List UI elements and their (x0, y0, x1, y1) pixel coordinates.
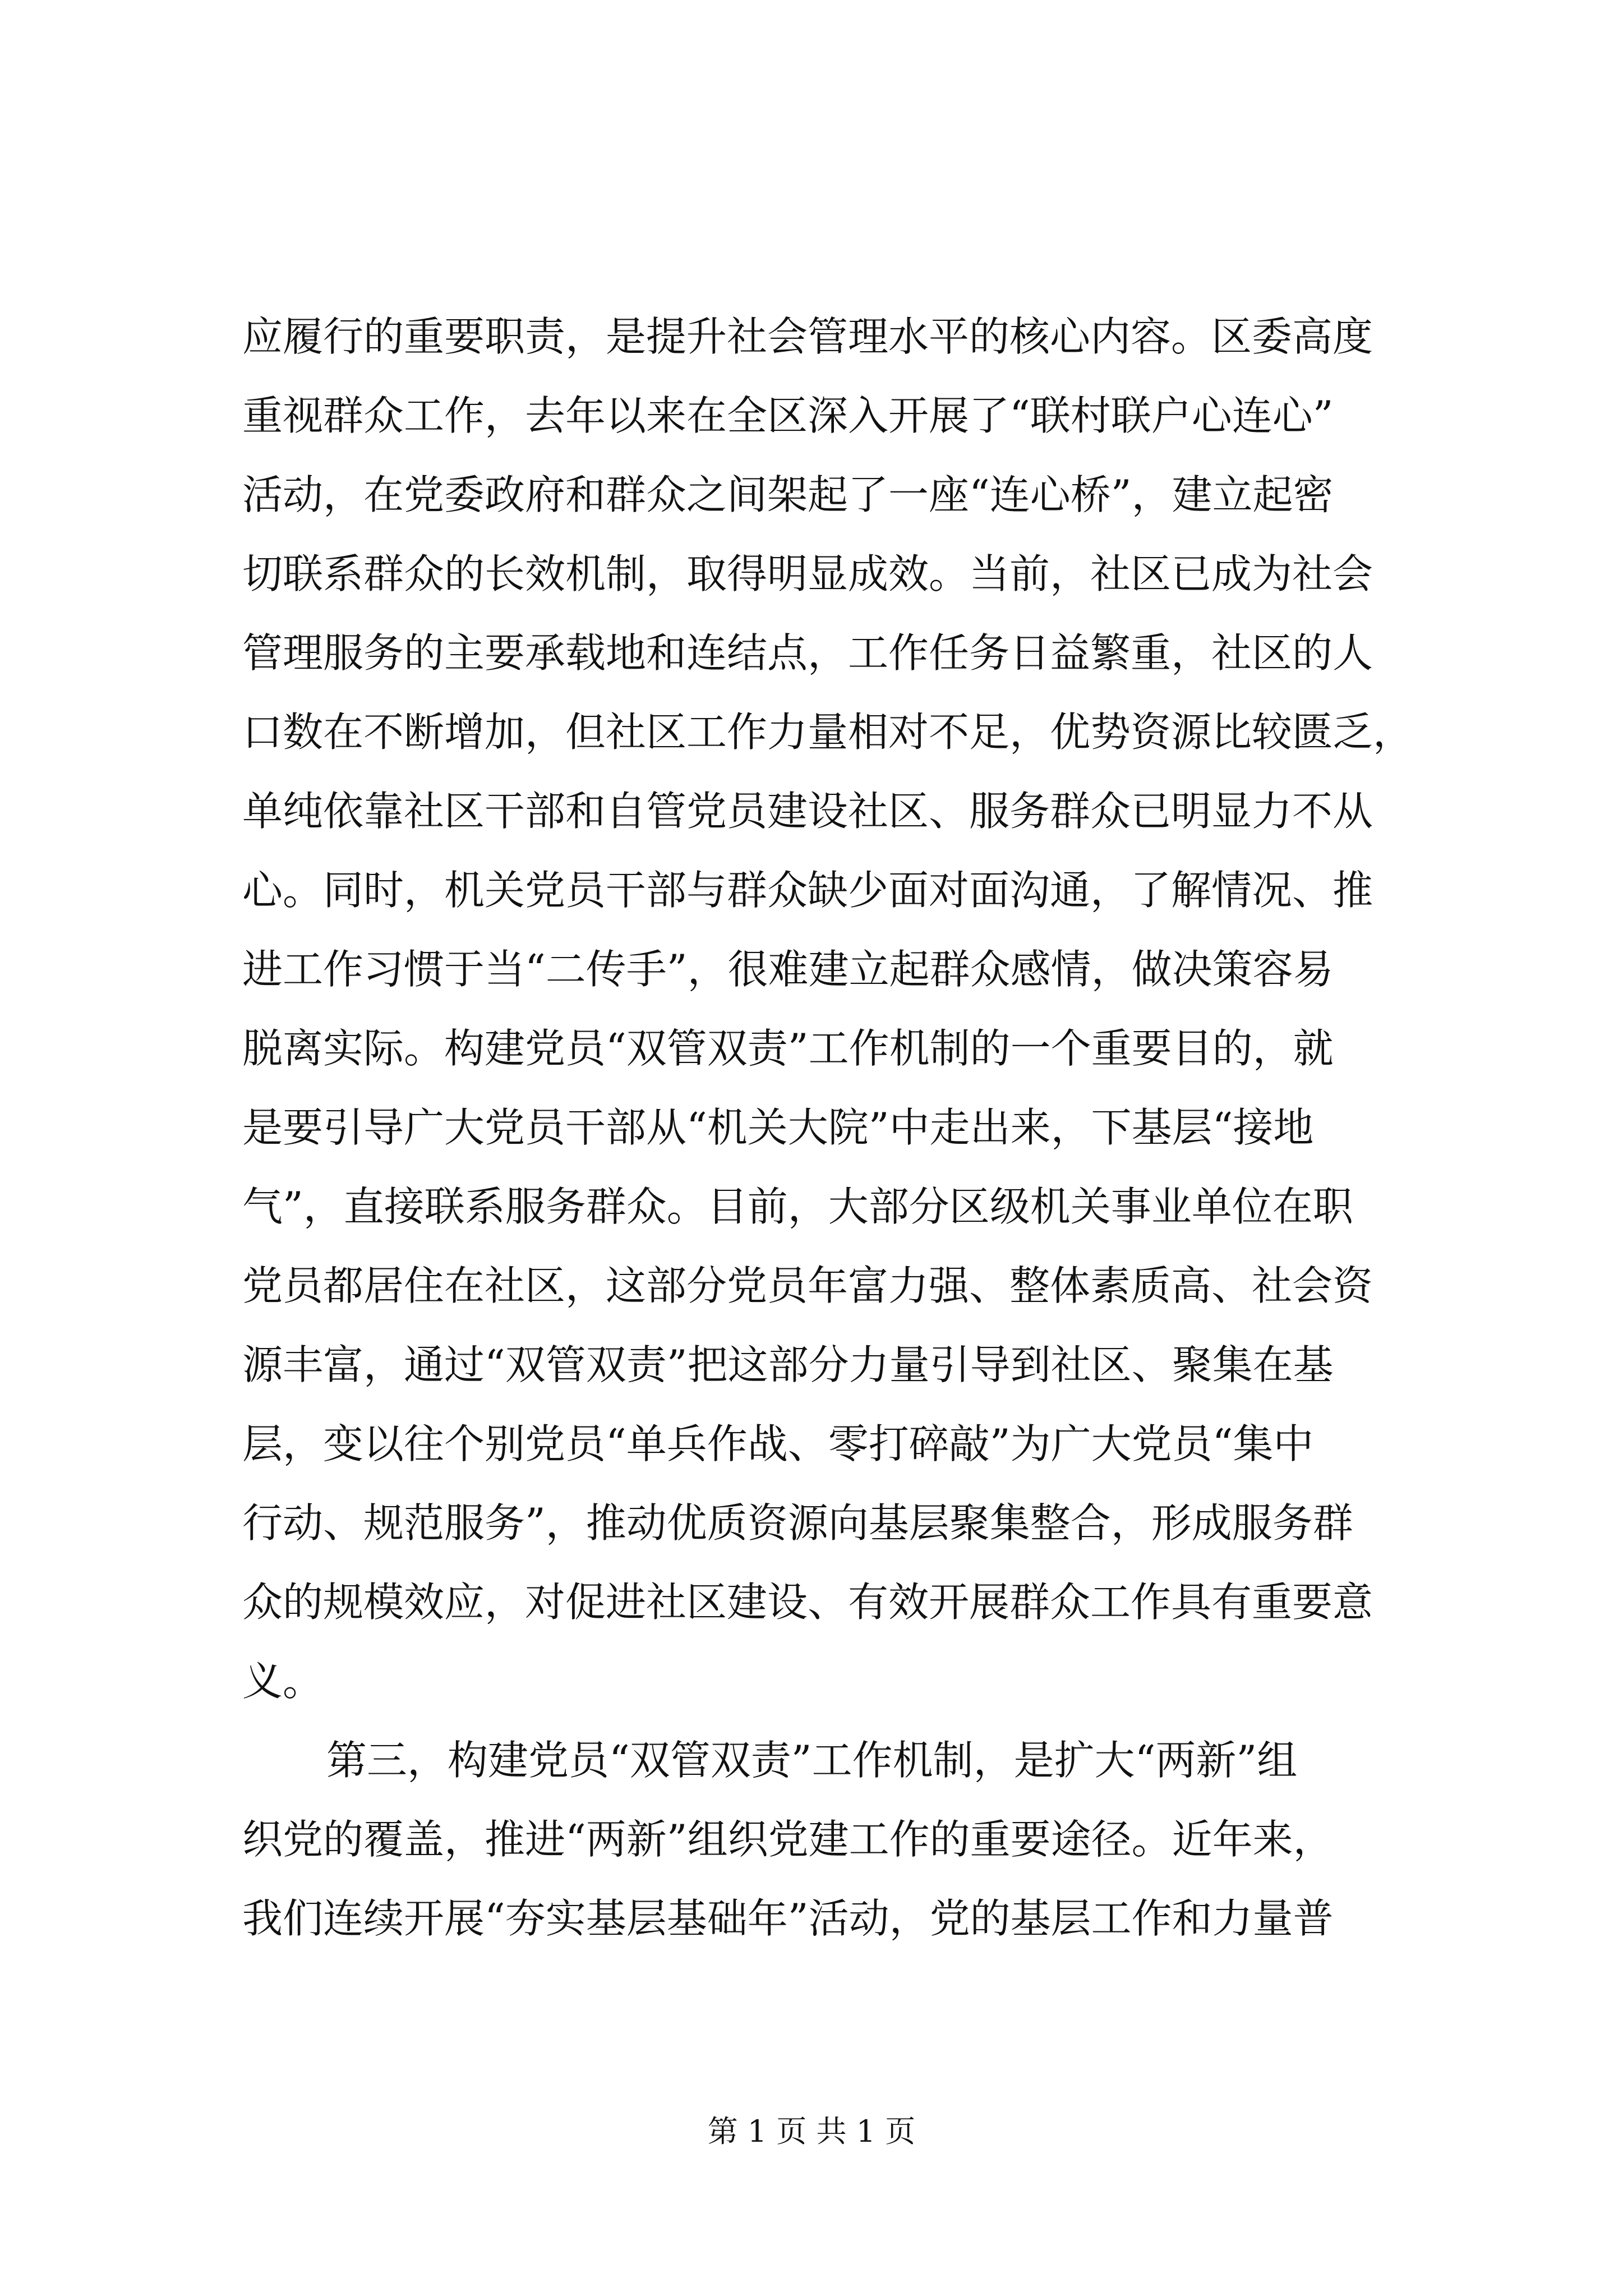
text-line: 层，变以往个别党员“单兵作战、零打碎敲”为广大党员“集中 (242, 1420, 1314, 1467)
text-line: 进工作习惯于当“二传手”，很难建立起群众感情，做决策容易 (242, 946, 1334, 993)
text-line: 心。同时，机关党员干部与群众缺少面对面沟通，了解情况、推 (242, 867, 1373, 914)
document-body (242, 297, 1420, 1958)
text-line: 口数在不断增加，但社区工作力量相对不足，优势资源比较匮乏， (242, 708, 1414, 756)
page-footer: 第 1 页 共 1 页 (707, 2114, 916, 2149)
text-line: 行动、规范服务”，推动优质资源向基层聚集整合，形成服务群 (242, 1499, 1353, 1547)
text-line: 脱离实际。构建党员“双管双责”工作机制的一个重要目的，就 (242, 1025, 1334, 1072)
text-line: 切联系群众的长效机制，取得明显成效。当前，社区已成为社会 (242, 550, 1373, 597)
text-line: 源丰富，通过“双管双责”把这部分力量引导到社区、聚集在基 (242, 1341, 1334, 1388)
text-line: 活动，在党委政府和群众之间架起了一座“连心桥”，建立起密 (242, 471, 1334, 518)
text-line: 重视群众工作，去年以来在全区深入开展了“联村联户心连心” (242, 392, 1334, 439)
text-line: 是要引导广大党员干部从“机关大院”中走出来，下基层“接地 (242, 1104, 1314, 1151)
text-line: 管理服务的主要承载地和连结点，工作任务日益繁重，社区的人 (242, 629, 1373, 677)
text-line: 义。 (242, 1658, 324, 1705)
text-line: 我们连续开展“夯实基层基础年”活动，党的基层工作和力量普 (242, 1895, 1334, 1942)
text-line: 气”，直接联系服务群众。目前，大部分区级机关事业单位在职 (242, 1183, 1353, 1230)
text-line: 众的规模效应，对促进社区建设、有效开展群众工作具有重要意 (242, 1579, 1373, 1626)
text-line: 织党的覆盖，推进“两新”组织党建工作的重要途径。近年来， (242, 1816, 1334, 1863)
text-line: 单纯依靠社区干部和自管党员建设社区、服务群众已明显力不从 (242, 788, 1373, 835)
paragraph-start-line: 第三，构建党员“双管双责”工作机制，是扩大“两新”组 (326, 1737, 1298, 1784)
text-line: 党员都居住在社区，这部分党员年富力强、整体素质高、社会资 (242, 1262, 1373, 1309)
text-line: 应履行的重要职责，是提升社会管理水平的核心内容。区委高度 (242, 313, 1373, 360)
